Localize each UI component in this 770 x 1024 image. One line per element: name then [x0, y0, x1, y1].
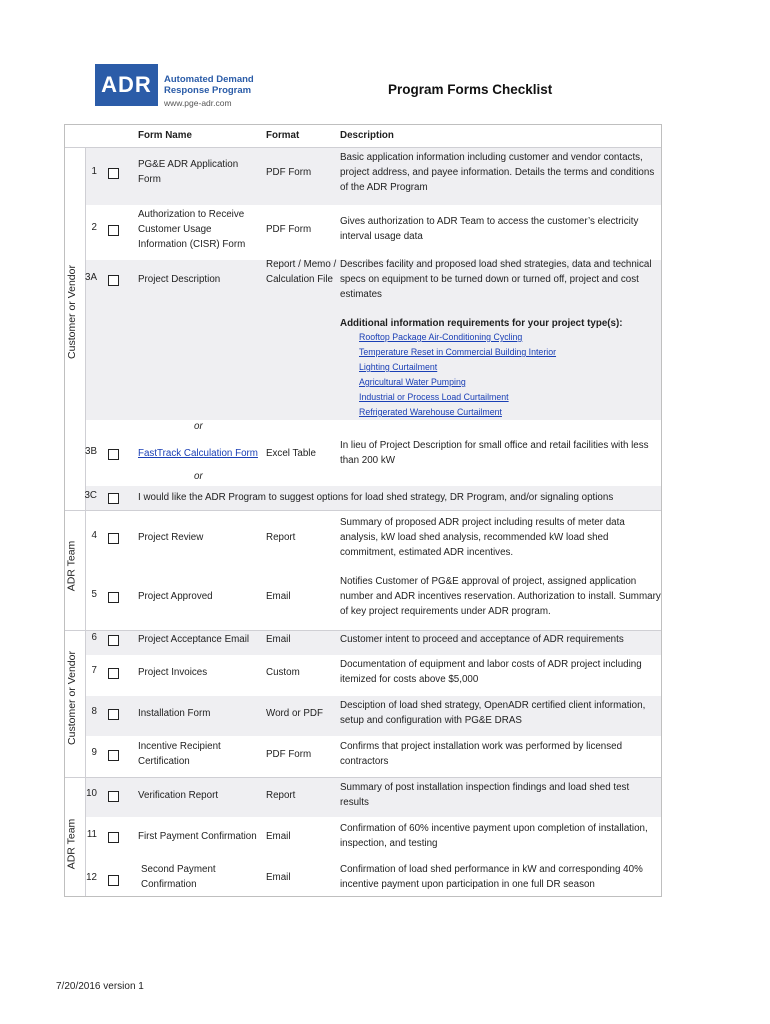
- link-lighting-curtailment[interactable]: Lighting Curtailment: [359, 362, 438, 372]
- divider: [65, 510, 661, 511]
- form-name: Installation Form: [138, 708, 211, 719]
- divider: [65, 630, 661, 631]
- adr-logo: ADR: [95, 64, 158, 106]
- checkbox[interactable]: [108, 592, 119, 603]
- checkbox[interactable]: [108, 668, 119, 679]
- header-description: Description: [340, 130, 394, 141]
- logo-line-1: Automated Demand: [164, 74, 254, 85]
- form-name: Second Payment Confirmation: [141, 864, 216, 890]
- logo-url: www.pge-adr.com: [164, 98, 232, 108]
- form-format: Report / Memo / Calculation File: [266, 259, 337, 285]
- form-name: Verification Report: [138, 790, 219, 801]
- row-number: 11: [86, 829, 97, 840]
- link-industrial-load[interactable]: Industrial or Process Load Curtailment: [359, 392, 509, 402]
- row-number: 5: [91, 589, 97, 600]
- divider: [65, 147, 661, 148]
- row-number: 10: [86, 788, 97, 799]
- form-format: PDF Form: [266, 224, 312, 235]
- side-label-customer-vendor: Customer or Vendor: [65, 651, 78, 745]
- form-format: Email: [266, 634, 291, 645]
- form-description: Gives authorization to ADR Team to access the customer’s electricity interval usage data: [340, 216, 639, 242]
- checkbox[interactable]: [108, 533, 119, 544]
- side-label-adr-team: ADR Team: [65, 818, 78, 870]
- form-name: Incentive Recipient Certification: [138, 741, 221, 767]
- form-format: Email: [266, 591, 291, 602]
- form-description: Confirmation of load shed performance in kW and corresponding 40% incentive payment upon participation in one full DR season: [340, 864, 643, 890]
- side-label-adr-team: ADR Team: [65, 540, 78, 592]
- form-format: Email: [266, 872, 291, 883]
- form-format: Report: [266, 532, 296, 543]
- form-name: Project Approved: [138, 591, 213, 602]
- row-number: 3C: [84, 490, 97, 501]
- row-number: 3A: [85, 272, 97, 283]
- form-name: Project Review: [138, 532, 204, 543]
- form-format: Word or PDF: [266, 708, 323, 719]
- row-number: 6: [91, 632, 97, 643]
- row-number: 12: [86, 872, 97, 883]
- form-description: Confirmation of 60% incentive payment upon completion of installation, inspection, and testing: [340, 823, 648, 849]
- or-separator: or: [194, 421, 203, 432]
- form-description: Documentation of equipment and labor costs of ADR project including itemized for costs above $5,000: [340, 659, 642, 685]
- form-description: Confirms that project installation work was performed by licensed contractors: [340, 741, 623, 767]
- row-number: 3B: [85, 446, 97, 457]
- checkbox[interactable]: [108, 709, 119, 720]
- row-number: 8: [91, 706, 97, 717]
- suggest-options-text: I would like the ADR Program to suggest options for load shed strategy, DR Program, and/or signaling options: [138, 492, 614, 503]
- form-name: Project Invoices: [138, 667, 208, 678]
- form-description: Summary of proposed ADR project including results of meter data analysis, kW load shed analysis, recommended kW load shed commitment, estimated ADR incentives.: [340, 517, 625, 558]
- form-format: Excel Table: [266, 448, 316, 459]
- form-description: Basic application information including customer and vendor contacts, project address, and payee information. Details the terms and conditions of the ADR Program: [340, 152, 655, 193]
- or-separator: or: [194, 471, 203, 482]
- checkbox[interactable]: [108, 635, 119, 646]
- checkbox[interactable]: [108, 791, 119, 802]
- header-format: Format: [266, 130, 300, 141]
- row-number: 9: [91, 747, 97, 758]
- checkbox[interactable]: [108, 832, 119, 843]
- form-description: Notifies Customer of PG&E approval of project, assigned application number and ADR incentives reservation. Authorization to install. Summary of key project requirements under ADR program.: [340, 576, 661, 617]
- row-number: 4: [91, 530, 97, 541]
- checkbox[interactable]: [108, 750, 119, 761]
- checkbox[interactable]: [108, 275, 119, 286]
- form-description: Summary of post installation inspection findings and load shed test results: [340, 782, 630, 808]
- link-temperature-reset[interactable]: Temperature Reset in Commercial Building Interior: [359, 347, 557, 357]
- divider: [85, 147, 86, 896]
- row-number: 7: [91, 665, 97, 676]
- form-description: Customer intent to proceed and acceptance of ADR requirements: [340, 634, 624, 645]
- divider: [65, 777, 661, 778]
- additional-info-heading: Additional information requirements for your project type(s):: [340, 318, 623, 329]
- header-form-name: Form Name: [138, 130, 192, 141]
- form-description: Desciption of load shed strategy, OpenADR certified client information, setup and configuration with PG&E DRAS: [340, 700, 646, 726]
- form-format: Email: [266, 831, 291, 842]
- row-number: 2: [91, 222, 97, 233]
- side-label-customer-vendor: Customer or Vendor: [65, 265, 78, 359]
- link-refrigerated-warehouse[interactable]: Refrigerated Warehouse Curtailment: [359, 407, 502, 417]
- link-rooftop-ac[interactable]: Rooftop Package Air-Conditioning Cycling: [359, 332, 523, 342]
- form-name: Project Description: [138, 274, 221, 285]
- form-name: PG&E ADR Application Form: [138, 159, 239, 185]
- form-name: First Payment Confirmation: [138, 831, 257, 842]
- checkbox[interactable]: [108, 875, 119, 886]
- checkbox[interactable]: [108, 168, 119, 179]
- row-number: 1: [91, 166, 97, 177]
- fasttrack-form-link[interactable]: FastTrack Calculation Form: [138, 448, 258, 459]
- form-format: PDF Form: [266, 749, 312, 760]
- link-agricultural-pumping[interactable]: Agricultural Water Pumping: [359, 377, 466, 387]
- form-name: Project Acceptance Email: [138, 634, 250, 645]
- checkbox[interactable]: [108, 225, 119, 236]
- checkbox[interactable]: [108, 493, 119, 504]
- form-description: Describes facility and proposed load shed strategies, data and technical specs on equipment to be turned down or turned off, project and cost estimates: [340, 259, 652, 300]
- logo-line-2: Response Program: [164, 85, 252, 96]
- checkbox[interactable]: [108, 449, 119, 460]
- form-name: Authorization to Receive Customer Usage Information (CISR) Form: [138, 209, 246, 250]
- form-description: In lieu of Project Description for small office and retail facilities with less than 200 kW: [340, 440, 649, 466]
- version-footer: 7/20/2016 version 1: [56, 981, 144, 992]
- form-format: Custom: [266, 667, 300, 678]
- form-format: PDF Form: [266, 167, 312, 178]
- page-title: Program Forms Checklist: [388, 82, 553, 97]
- form-format: Report: [266, 790, 296, 801]
